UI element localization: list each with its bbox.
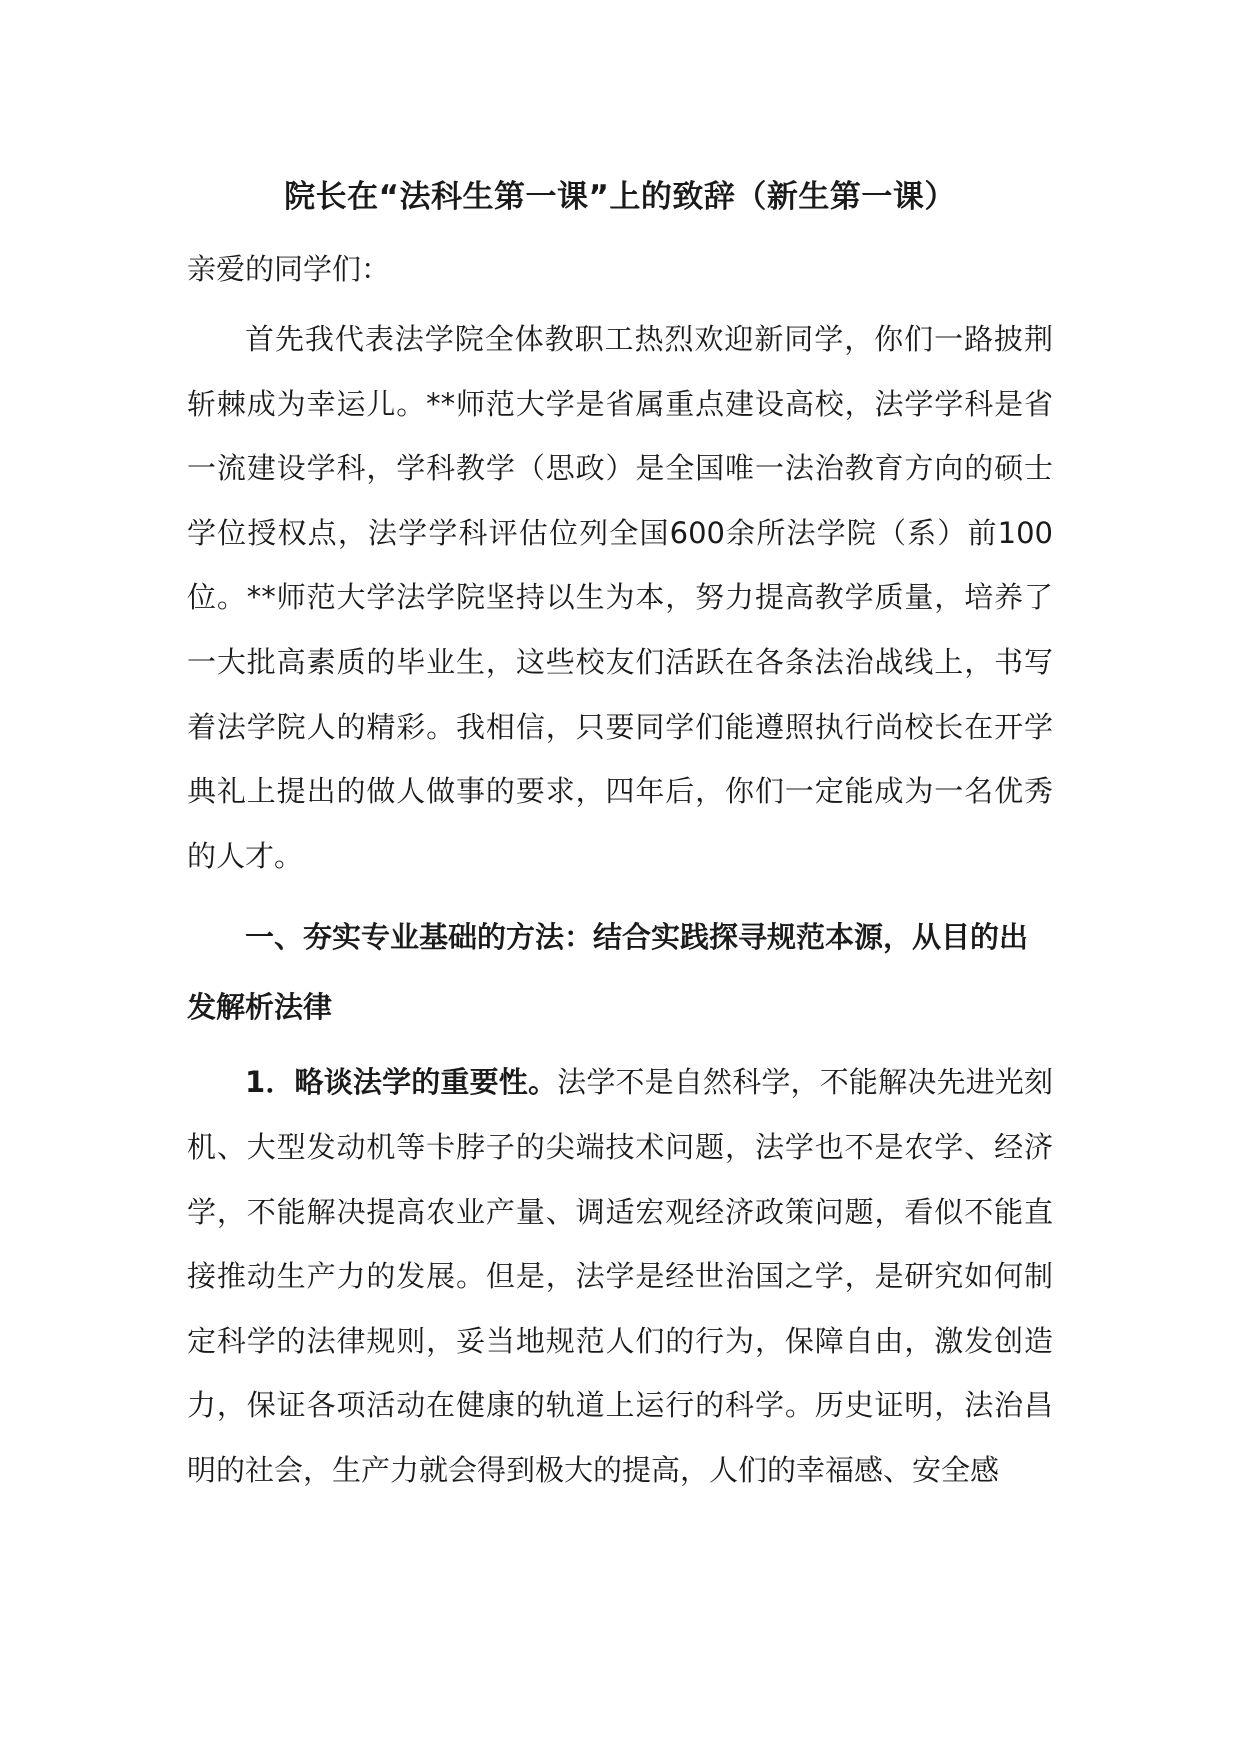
paragraph-lead: 1．略谈法学的重要性。 [245,1065,558,1100]
section-heading: 一、夯实专业基础的方法：结合实践探寻规范本源，从目的出发解析法律 [187,920,1029,1025]
document-title: 院长在“法科生第一课”上的致辞（新生第一课） [284,179,956,215]
salutation: 亲爱的同学们： [187,252,391,286]
document-body [187,175,1053,1503]
paragraph-body: 法学不是自然科学，不能解决先进光刻机、大型发动机等卡脖子的尖端技术问题，法学也不是农学、经济学，不能解决提高农业产量、调适宏观经济政策问题，看似不能直接推动生产力的发展。但是，法学是经世治国之学，是研究如何制定科学的法律规则，妥当地规范人们的行为，保障自由，激发创造力，保证各项活动在健康的轨道上运行的科学。历史证明，法治昌明的社会，生产力就会得到极大的提高，人们的幸福感、安全感 [187,1065,1053,1487]
paragraph-importance-of-law [187,1050,1053,1502]
paragraph-welcome: 首先我代表法学院全体教职工热烈欢迎新同学，你们一路披荆斩棘成为幸运儿。**师范大学是省属重点建设高校，法学学科是省一流建设学科，学科教学（思政）是全国唯一法治教育方向的硕士学位授权点，法学学科评估位列全国600余所法学院（系）前100位。**师范大学法学院坚持以生为本，努力提高教学质量，培养了一大批高素质的毕业生，这些校友们活跃在各条法治战线上，书写着法学院人的精彩。我相信，只要同学们能遵照执行尚校长在开学典礼上提出的做人做事的要求，四年后，你们一定能成为一名优秀的人才。 [187,322,1053,873]
